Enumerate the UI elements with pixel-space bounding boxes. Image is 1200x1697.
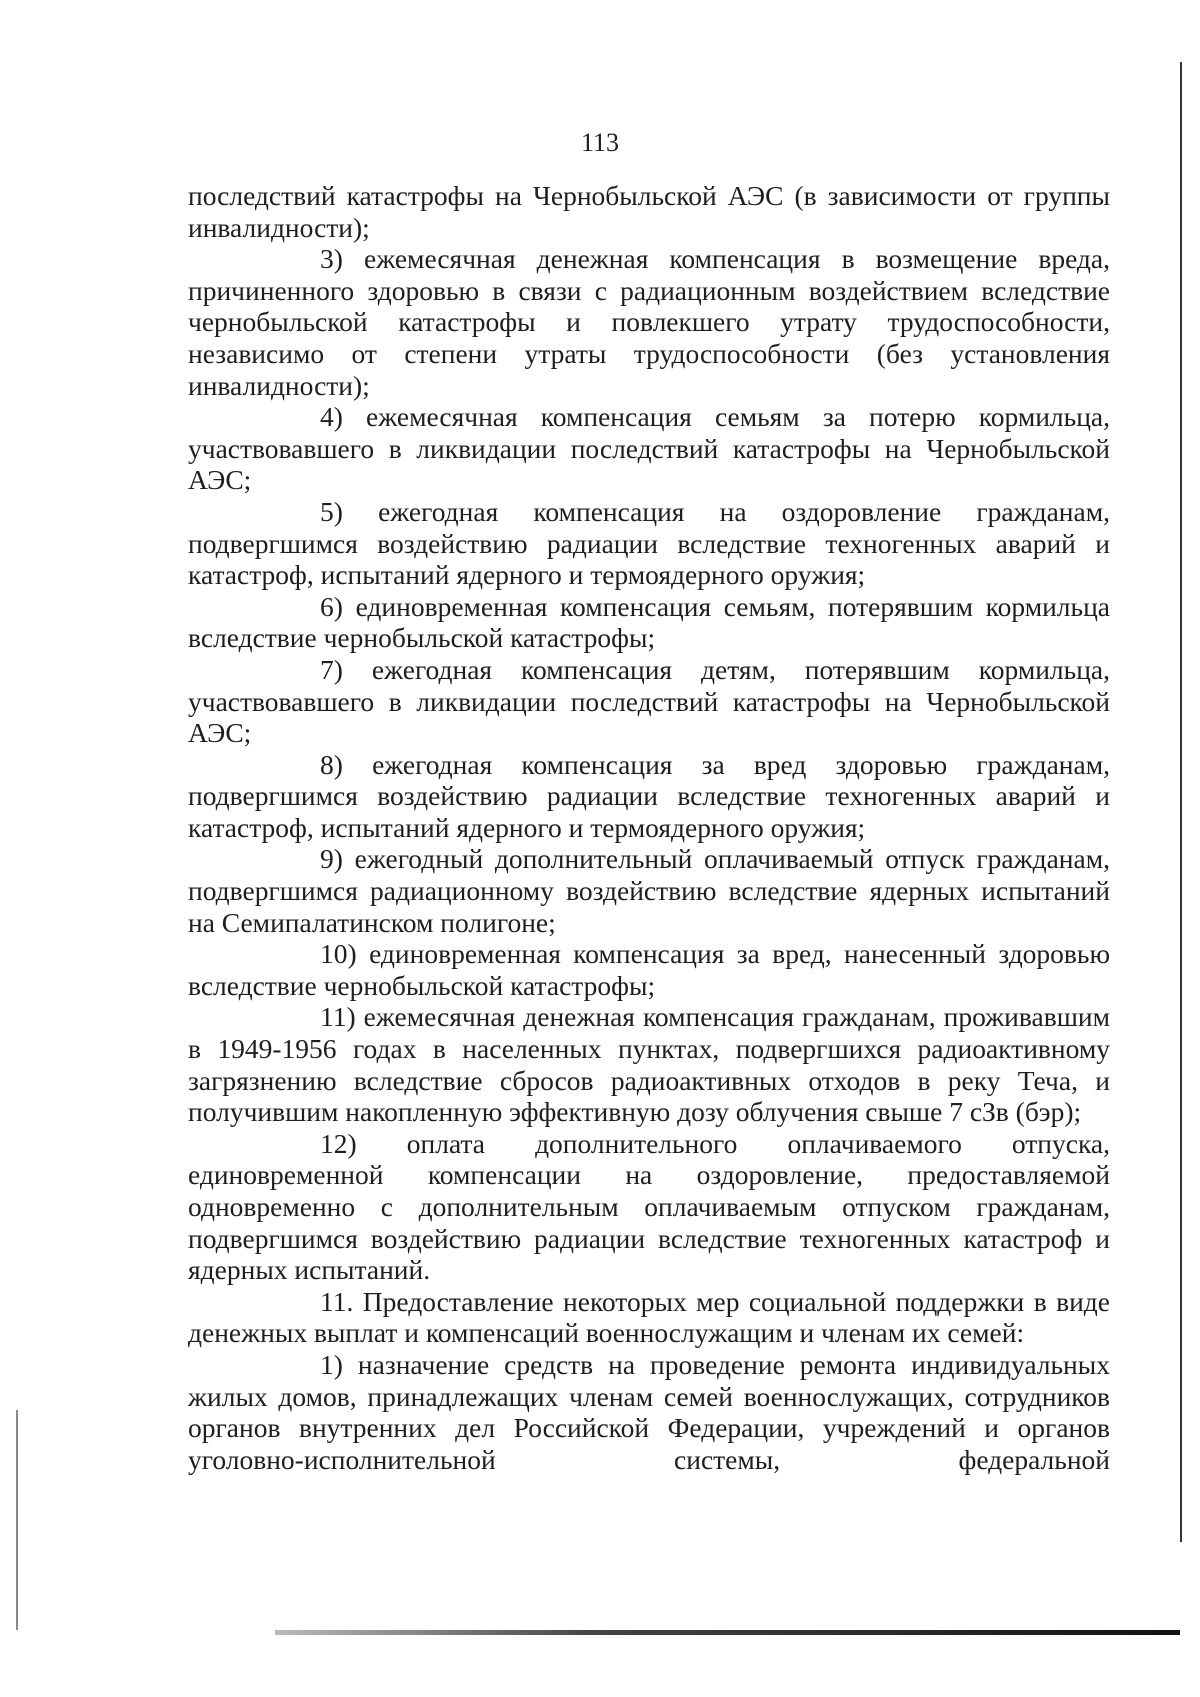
list-item-text: единовременная компенсация за вред, нанесенный здоровью вследствие чернобыльской катастрофы; [188, 938, 1111, 1001]
list-item-6 [188, 591, 1110, 654]
list-item-5 [188, 496, 1110, 591]
page-number: 113 [580, 128, 620, 157]
scan-edge-left [16, 1410, 18, 1630]
list-item-text: назначение средств на проведение ремонта индивидуальных жилых домов, принадлежащих членам семей военнослужащих, сотрудников органов внутренних дел Российской Федерации, учреждений и органов уголовно-исполнительной системы, федеральной [188, 1348, 1111, 1475]
list-item-12 [188, 1128, 1110, 1286]
list-number: 12) [320, 1127, 357, 1159]
list-item-text: единовременная компенсация семьям, потерявшим кормильца вследствие чернобыльской катастрофы; [188, 590, 1110, 654]
list-item-10 [188, 938, 1110, 1001]
list-item-text: ежемесячная денежная компенсация гражданам, проживавшим в 1949-1956 годах в населенных пунктах, подвергшихся радиоактивному загрязнению вследствие сбросов радиоактивных отходов в реку Теча, и получившим накопленную эффективную дозу облучения свыше 7 сЗв (бэр); [188, 1001, 1111, 1128]
list-item-7 [188, 654, 1110, 749]
list-number: 5) [320, 495, 343, 527]
list-number: 8) [320, 748, 343, 780]
section-11-item-1 [188, 1349, 1110, 1475]
section-text: Предоставление некоторых мер социальной поддержки в виде денежных выплат и компенсаций военнослужащим и членам их семей: [188, 1285, 1110, 1349]
list-item-11 [188, 1001, 1110, 1127]
list-number: 1) [320, 1348, 343, 1380]
list-number: 10) [320, 938, 357, 970]
list-number: 11) [320, 1001, 356, 1033]
list-item-text: ежегодный дополнительный оплачиваемый отпуск гражданам, подвергшимся радиационному воздействию вследствие ядерных испытаний на Семипалатинском полигоне; [188, 843, 1111, 938]
list-number: 3) [320, 243, 343, 275]
list-item-text: ежегодная компенсация на оздоровление гражданам, подвергшимся воздействию радиации вследствие техногенных аварий и катастроф, испытаний ядерного и термоядерного оружия; [188, 495, 1110, 591]
list-number: 9) [320, 843, 343, 875]
document-body [188, 180, 1110, 1475]
list-number: 4) [320, 401, 343, 433]
paragraph-continuation [188, 180, 1110, 243]
section-number: 11. [320, 1285, 354, 1317]
list-number: 6) [320, 590, 343, 622]
scan-edge-right [1180, 62, 1182, 1542]
paragraph-text: последствий катастрофы на Чернобыльской АЭС (в зависимости от группы инвалидности); [188, 180, 1110, 243]
list-item-4 [188, 401, 1110, 496]
scan-bottom-line [275, 1630, 1180, 1635]
list-item-9 [188, 843, 1110, 938]
list-item-8 [188, 749, 1110, 844]
list-item-text: ежемесячная компенсация семьям за потерю кормильца, участвовавшего в ликвидации последствий катастрофы на Чернобыльской АЭС; [188, 401, 1110, 496]
list-item-text: оплата дополнительного оплачиваемого отпуска, единовременной компенсации на оздоровление, предоставляемой одновременно с дополнительным оплачиваемым отпуском гражданам, подвергшимся воздействию радиации вследствие техногенных катастроф и ядерных испытаний. [188, 1127, 1110, 1286]
list-number: 7) [320, 653, 343, 685]
list-item-3 [188, 243, 1110, 401]
list-item-text: ежегодная компенсация детям, потерявшим кормильца, участвовавшего в ликвидации последствий катастрофы на Чернобыльской АЭС; [188, 653, 1110, 749]
section-11 [188, 1286, 1110, 1349]
list-item-text: ежегодная компенсация за вред здоровью гражданам, подвергшимся воздействию радиации вследствие техногенных аварий и катастроф, испытаний ядерного и термоядерного оружия; [188, 748, 1110, 843]
list-item-text: ежемесячная денежная компенсация в возмещение вреда, причиненного здоровью в связи с радиационным воздействием вследствие чернобыльской катастрофы и повлекшего утрату трудоспособности, независимо от степени утраты трудоспособности (без установления инвалидности); [188, 243, 1111, 401]
